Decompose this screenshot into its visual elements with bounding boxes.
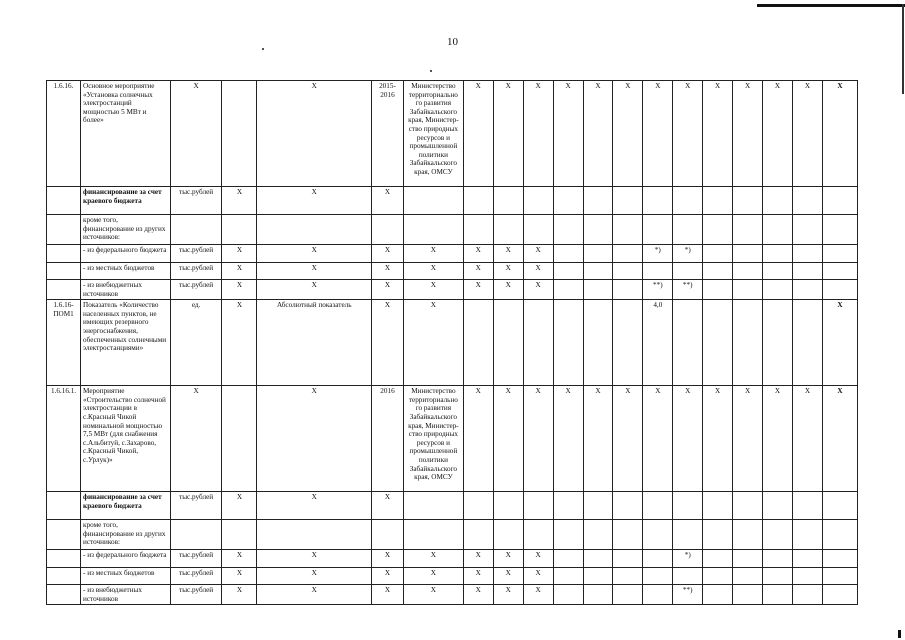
year-value-cell: [643, 263, 673, 280]
year-value-cell: [613, 550, 643, 568]
year-value-cell: X: [523, 280, 553, 300]
row-code-cell: 1.6.16.1.: [47, 386, 81, 492]
unit-cell: тыс.рублей: [170, 492, 222, 520]
year-value-cell: [733, 263, 763, 280]
table-row: [47, 550, 858, 568]
unit-cell: ед.: [170, 300, 222, 386]
unit-cell: тыс.рублей: [170, 187, 222, 215]
empty-cell: [792, 215, 822, 245]
year-value-cell: [613, 585, 643, 605]
row-name-cell: - из местных бюджетов: [81, 568, 171, 585]
value-cell: X: [222, 568, 257, 585]
year-value-cell: X: [553, 386, 583, 492]
value-cell: X: [222, 187, 257, 215]
value-cell: [222, 386, 257, 492]
table-row: [47, 585, 858, 605]
year-value-cell: [822, 263, 857, 280]
period-cell: X: [371, 492, 403, 520]
table-row: [47, 386, 858, 492]
year-value-cell: [763, 300, 793, 386]
year-value-cell: [733, 492, 763, 520]
empty-cell: [222, 520, 257, 550]
year-value-cell: [613, 300, 643, 386]
row-code-cell: [47, 245, 81, 263]
year-value-cell: [763, 187, 793, 215]
row-name-cell: - из федерального бюджета: [81, 550, 171, 568]
year-value-cell: X: [493, 245, 523, 263]
year-value-cell: [643, 568, 673, 585]
year-value-cell: [703, 568, 733, 585]
executor-cell: [403, 492, 463, 520]
row-code-cell: [47, 492, 81, 520]
year-value-cell: 4,0: [643, 300, 673, 386]
empty-cell: [170, 520, 222, 550]
year-value-cell: [583, 245, 613, 263]
period-cell: X: [371, 568, 403, 585]
table-row: [47, 568, 858, 585]
row-name-cell: Основное мероприятие «Установка солнечных электростанций мощностью 5 МВт и более»: [81, 81, 171, 187]
year-value-cell: X: [523, 568, 553, 585]
page-number: 10: [447, 36, 458, 48]
year-value-cell: [763, 492, 793, 520]
year-value-cell: X: [493, 81, 523, 187]
year-value-cell: [583, 585, 613, 605]
year-value-cell: [733, 280, 763, 300]
year-value-cell: X: [613, 386, 643, 492]
year-value-cell: [763, 585, 793, 605]
empty-cell: [403, 520, 463, 550]
year-value-cell: [733, 245, 763, 263]
year-value-cell: X: [703, 386, 733, 492]
year-value-cell: X: [643, 386, 673, 492]
year-value-cell: [583, 187, 613, 215]
executor-cell: X: [403, 300, 463, 386]
value-cell: X: [257, 585, 372, 605]
year-value-cell: [673, 263, 703, 280]
year-value-cell: X: [553, 81, 583, 187]
year-value-cell: X: [763, 81, 793, 187]
year-value-cell: [792, 280, 822, 300]
row-code-cell: [47, 585, 81, 605]
year-value-cell: X: [493, 386, 523, 492]
value-cell: X: [257, 492, 372, 520]
year-value-cell: [763, 245, 793, 263]
value-cell: X: [222, 492, 257, 520]
year-value-cell: [792, 550, 822, 568]
value-cell: X: [257, 386, 372, 492]
year-value-cell: [613, 263, 643, 280]
table-row: [47, 492, 858, 520]
year-value-cell: X: [493, 550, 523, 568]
year-value-cell: [643, 550, 673, 568]
row-code-cell: [47, 520, 81, 550]
year-value-cell: [613, 280, 643, 300]
year-value-cell: [703, 245, 733, 263]
value-cell: X: [257, 81, 372, 187]
year-value-cell: X: [792, 81, 822, 187]
year-value-cell: [792, 245, 822, 263]
year-value-cell: [553, 568, 583, 585]
year-value-cell: X: [523, 386, 553, 492]
year-value-cell: [553, 245, 583, 263]
year-value-cell: [553, 585, 583, 605]
year-value-cell: [703, 550, 733, 568]
empty-cell: [703, 215, 733, 245]
row-code-cell: [47, 263, 81, 280]
year-value-cell: [822, 568, 857, 585]
year-value-cell: [763, 280, 793, 300]
year-value-cell: X: [643, 81, 673, 187]
row-name-cell: - из внебюджетных источников: [81, 585, 171, 605]
row-code-cell: [47, 550, 81, 568]
year-value-cell: [733, 300, 763, 386]
value-cell: Абсолютный показатель: [257, 300, 372, 386]
period-cell: X: [371, 585, 403, 605]
value-cell: X: [257, 568, 372, 585]
empty-cell: [763, 215, 793, 245]
year-value-cell: [613, 245, 643, 263]
year-value-cell: [583, 492, 613, 520]
row-code-cell: [47, 568, 81, 585]
empty-cell: [822, 215, 857, 245]
year-value-cell: [733, 550, 763, 568]
empty-cell: [493, 520, 523, 550]
row-name-cell: - из федерального бюджета: [81, 245, 171, 263]
row-name-cell: - из местных бюджетов: [81, 263, 171, 280]
unit-cell: X: [170, 386, 222, 492]
year-value-cell: [583, 550, 613, 568]
period-cell: 2015-2016: [371, 81, 403, 187]
year-value-cell: [613, 492, 643, 520]
row-name-cell: финансирование за счет краевого бюджета: [81, 187, 171, 215]
unit-cell: тыс.рублей: [170, 280, 222, 300]
executor-cell: X: [403, 263, 463, 280]
empty-cell: [583, 215, 613, 245]
value-cell: X: [222, 263, 257, 280]
row-code-cell: 1.6.16.: [47, 81, 81, 187]
year-value-cell: **): [643, 280, 673, 300]
value-cell: X: [257, 263, 372, 280]
value-cell: X: [257, 280, 372, 300]
year-value-cell: [822, 550, 857, 568]
empty-cell: [673, 215, 703, 245]
period-cell: X: [371, 263, 403, 280]
year-value-cell: X: [822, 81, 857, 187]
period-cell: X: [371, 280, 403, 300]
year-value-cell: X: [463, 568, 493, 585]
year-value-cell: X: [463, 386, 493, 492]
year-value-cell: **): [673, 280, 703, 300]
year-value-cell: X: [673, 81, 703, 187]
empty-cell: [463, 215, 493, 245]
year-value-cell: X: [493, 568, 523, 585]
edge-scan-line: [902, 4, 904, 94]
period-cell: X: [371, 187, 403, 215]
executor-cell: X: [403, 280, 463, 300]
year-value-cell: [703, 300, 733, 386]
year-value-cell: [822, 280, 857, 300]
year-value-cell: [643, 492, 673, 520]
year-value-cell: [763, 263, 793, 280]
year-value-cell: [703, 187, 733, 215]
year-value-cell: [673, 568, 703, 585]
year-value-cell: [643, 187, 673, 215]
year-value-cell: X: [733, 386, 763, 492]
empty-cell: [463, 520, 493, 550]
year-value-cell: [523, 492, 553, 520]
year-value-cell: X: [583, 81, 613, 187]
table-row: [47, 187, 858, 215]
year-value-cell: X: [463, 585, 493, 605]
year-value-cell: X: [463, 280, 493, 300]
year-value-cell: [673, 492, 703, 520]
empty-cell: [643, 215, 673, 245]
empty-cell: [403, 215, 463, 245]
executor-cell: Министерство территориально го развития Забайкальского края, Министер-ство природных ресурсов и промышленной политики Забайкальского края, ОМСУ: [403, 81, 463, 187]
executor-cell: X: [403, 245, 463, 263]
year-value-cell: [703, 280, 733, 300]
year-value-cell: [643, 585, 673, 605]
year-value-cell: [523, 187, 553, 215]
year-value-cell: X: [523, 585, 553, 605]
year-value-cell: [763, 568, 793, 585]
year-value-cell: X: [493, 585, 523, 605]
year-value-cell: [463, 300, 493, 386]
year-value-cell: X: [792, 386, 822, 492]
year-value-cell: *): [643, 245, 673, 263]
empty-cell: [523, 520, 553, 550]
year-value-cell: [703, 263, 733, 280]
year-value-cell: X: [613, 81, 643, 187]
year-value-cell: X: [673, 386, 703, 492]
year-value-cell: [613, 568, 643, 585]
year-value-cell: X: [463, 245, 493, 263]
year-value-cell: [703, 492, 733, 520]
value-cell: X: [222, 300, 257, 386]
scan-speck: [898, 630, 901, 638]
year-value-cell: **): [673, 585, 703, 605]
empty-cell: [523, 215, 553, 245]
empty-cell: [170, 215, 222, 245]
year-value-cell: [822, 585, 857, 605]
year-value-cell: X: [703, 81, 733, 187]
empty-cell: [371, 215, 403, 245]
year-value-cell: [822, 245, 857, 263]
empty-cell: [822, 520, 857, 550]
empty-cell: [583, 520, 613, 550]
unit-cell: тыс.рублей: [170, 263, 222, 280]
scan-speck: [430, 70, 432, 72]
year-value-cell: [583, 568, 613, 585]
table-row: [47, 300, 858, 386]
unit-cell: тыс.рублей: [170, 568, 222, 585]
year-value-cell: X: [523, 81, 553, 187]
row-name-cell: - из внебюджетных источников: [81, 280, 171, 300]
scan-speck: [262, 48, 264, 50]
year-value-cell: X: [463, 81, 493, 187]
year-value-cell: [553, 263, 583, 280]
year-value-cell: [493, 300, 523, 386]
table-row: [47, 520, 858, 550]
year-value-cell: X: [583, 386, 613, 492]
empty-cell: [613, 215, 643, 245]
year-value-cell: [463, 187, 493, 215]
row-code-cell: [47, 187, 81, 215]
year-value-cell: [792, 568, 822, 585]
empty-cell: [643, 520, 673, 550]
year-value-cell: [733, 568, 763, 585]
year-value-cell: [493, 492, 523, 520]
row-name-cell: финансирование за счет краевого бюджета: [81, 492, 171, 520]
empty-cell: [792, 520, 822, 550]
row-code-cell: [47, 215, 81, 245]
program-activities-table: [46, 80, 858, 605]
empty-cell: [733, 215, 763, 245]
table-row: [47, 245, 858, 263]
empty-cell: [553, 215, 583, 245]
row-code-cell: [47, 280, 81, 300]
table-row: [47, 280, 858, 300]
empty-cell: [613, 520, 643, 550]
value-cell: X: [222, 550, 257, 568]
empty-cell: [733, 520, 763, 550]
year-value-cell: [733, 585, 763, 605]
year-value-cell: X: [822, 300, 857, 386]
year-value-cell: X: [822, 386, 857, 492]
year-value-cell: X: [523, 245, 553, 263]
empty-cell: [703, 520, 733, 550]
row-name-cell: Мероприятие «Строительство солнечной электростанции в с.Красный Чикой номинальной мощностью 7,5 МВт (для снабжения с.Альбитуй, с.Захарово, с.Красный Чикой, с.Урлук)»: [81, 386, 171, 492]
unit-cell: X: [170, 81, 222, 187]
value-cell: X: [222, 245, 257, 263]
year-value-cell: X: [463, 550, 493, 568]
value-cell: X: [257, 245, 372, 263]
row-name-cell: кроме того, финансирование из других источников:: [81, 215, 171, 245]
table-row: [47, 215, 858, 245]
value-cell: X: [222, 585, 257, 605]
empty-cell: [222, 215, 257, 245]
year-value-cell: X: [493, 280, 523, 300]
year-value-cell: X: [463, 263, 493, 280]
year-value-cell: [792, 263, 822, 280]
year-value-cell: [822, 492, 857, 520]
executor-cell: X: [403, 585, 463, 605]
year-value-cell: X: [493, 263, 523, 280]
year-value-cell: X: [763, 386, 793, 492]
year-value-cell: [523, 300, 553, 386]
year-value-cell: [553, 492, 583, 520]
period-cell: X: [371, 550, 403, 568]
value-cell: [222, 81, 257, 187]
empty-cell: [763, 520, 793, 550]
year-value-cell: [673, 300, 703, 386]
value-cell: X: [222, 280, 257, 300]
empty-cell: [371, 520, 403, 550]
empty-cell: [257, 520, 372, 550]
period-cell: X: [371, 300, 403, 386]
period-cell: X: [371, 245, 403, 263]
corner-scan-mark: [757, 4, 905, 7]
year-value-cell: [493, 187, 523, 215]
value-cell: X: [257, 550, 372, 568]
year-value-cell: *): [673, 550, 703, 568]
year-value-cell: [613, 187, 643, 215]
unit-cell: тыс.рублей: [170, 585, 222, 605]
year-value-cell: [763, 550, 793, 568]
year-value-cell: [553, 300, 583, 386]
year-value-cell: [553, 550, 583, 568]
year-value-cell: [792, 585, 822, 605]
year-value-cell: [703, 585, 733, 605]
value-cell: X: [257, 187, 372, 215]
period-cell: 2016: [371, 386, 403, 492]
executor-cell: X: [403, 568, 463, 585]
unit-cell: тыс.рублей: [170, 245, 222, 263]
row-name-cell: кроме того, финансирование из других источников:: [81, 520, 171, 550]
year-value-cell: [583, 263, 613, 280]
year-value-cell: [822, 187, 857, 215]
year-value-cell: [553, 280, 583, 300]
year-value-cell: [463, 492, 493, 520]
year-value-cell: *): [673, 245, 703, 263]
year-value-cell: [583, 300, 613, 386]
year-value-cell: X: [523, 550, 553, 568]
table-row: [47, 263, 858, 280]
executor-cell: Министерство территориально го развития Забайкальского края, Министер-ство природных ресурсов и промышленной политики Забайкальского края, ОМСУ: [403, 386, 463, 492]
year-value-cell: X: [733, 81, 763, 187]
year-value-cell: [583, 280, 613, 300]
year-value-cell: X: [523, 263, 553, 280]
year-value-cell: [792, 300, 822, 386]
row-name-cell: Показатель «Количество населенных пунктов, не имеющих резервного энергоснабжения, обеспеченных солнечными электростанциями»: [81, 300, 171, 386]
executor-cell: X: [403, 550, 463, 568]
year-value-cell: [792, 187, 822, 215]
empty-cell: [257, 215, 372, 245]
year-value-cell: [553, 187, 583, 215]
executor-cell: [403, 187, 463, 215]
table-row: [47, 81, 858, 187]
empty-cell: [493, 215, 523, 245]
empty-cell: [553, 520, 583, 550]
row-code-cell: 1.6.16-ПОМ1: [47, 300, 81, 386]
year-value-cell: [673, 187, 703, 215]
year-value-cell: [733, 187, 763, 215]
empty-cell: [673, 520, 703, 550]
unit-cell: тыс.рублей: [170, 550, 222, 568]
year-value-cell: [792, 492, 822, 520]
